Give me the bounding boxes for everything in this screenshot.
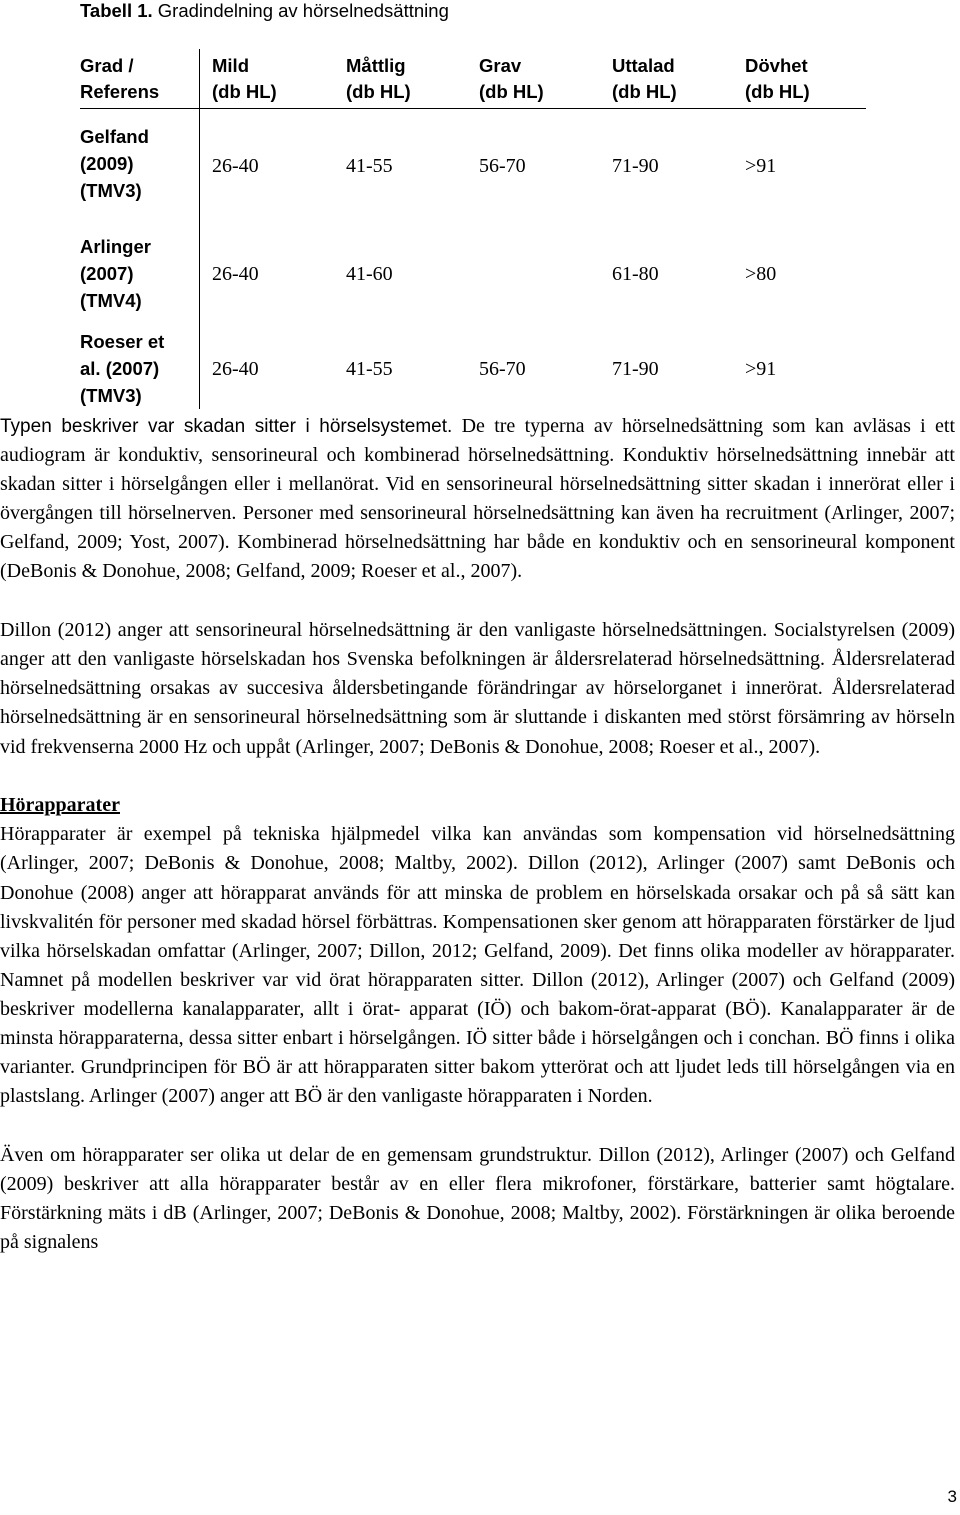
table-cell: 56-70 [479,155,526,177]
column-header-uttalad [612,53,677,105]
table-cell: >80 [745,263,777,285]
corner-header-line2: Referens [80,81,160,102]
column-header-dovhet [745,53,810,105]
column-header-unit: (db HL) [346,81,411,102]
column-header-unit: (db HL) [479,81,544,102]
column-header-label: Uttalad [612,55,675,76]
column-header-mild [212,53,277,105]
paragraph-hearing-aid-structure: Även om hörapparater ser olika ut delar de en gemensam grundstruktur. Dillon (2012), Arlinger (2007) och Gelfand (2009) beskriver att alla hörapparater består av en eller flera mikrofoner, förstärkare, batterier samt högtalare. Förstärkning mäts i dB (Arlinger, 2007; DeBonis & Donohue, 2008; Maltby, 2002). Förstärkningen är olika beroende på signalens [0,1143,955,1254]
reference-line: Roeser et [80,331,165,352]
paragraph-segment: Vid en sensorineural hörselnedsättning sitter skadan i innerörat eller i övergången till hörselnerven. Personer med sensorineural hörselnedsättning kan även ha recruitment (Arlinger, 2007; Gelfand, 2009; Yost, 2007). Kombinerad hörselnedsättning har både en konduktiv och en sensorineural komponent (DeBonis & Donohue, 2008; Gelfand, 2009; Roeser et al., 2007). [0,473,955,583]
table-caption-title: Gradindelning av hörselnedsättning [152,0,449,21]
table-cell: 41-60 [346,263,393,285]
table-cell: 26-40 [212,263,259,285]
row-reference-gelfand [80,123,149,204]
column-header-mattlig [346,53,411,105]
table-cell: 71-90 [612,358,659,380]
table-cell: >91 [745,155,777,177]
reference-line: (TMV4) [80,290,142,311]
table-cell: 41-55 [346,155,393,177]
column-header-unit: (db HL) [612,81,677,102]
reference-line: Arlinger [80,236,151,257]
column-header-label: Mild [212,55,249,76]
paragraph-hearing-aids: Hörapparater är exempel på tekniska hjälpmedel vilka kan användas som kompensation vid hörselnedsättning (Arlinger, 2007; DeBonis & Donohue, 2008; Maltby, 2002). Dillon (2012), Arlinger (2007) samt DeBonis och Donohue (2008) anger att hörapparat används för att minska de problem en hörselskada orsakar och på så sätt kan livskvalitén för personer med skadad hörsel förbättras. Kompensationen sker genom att hörapparaten förstärker de ljud vilka hörselskadan omfattar (Arlinger, 2007; Dillon, 2012; Gelfand, 2009). Det finns olika modeller av hörapparater. Namnet på modellen beskriver var vid örat hörapparaten sitter. Dillon (2012), Arlinger (2007) och Gelfand (2009) beskriver modellerna kanalapparater, allt i örat- apparat (IÖ) och bakom-örat-apparat (BÖ). Kanalapparater är de minsta hörapparaterna, dessa sitter enbart i hörselgången. IÖ sitter både i hörselgången och i conchan. BÖ finns i olika varianter. Grundprincipen för BÖ är att hörapparaten sitter bakom ytterörat och att ljudet leds till hörselgången via en plastslang. Arlinger (2007) anger att BÖ är den vanligaste hörapparaten i Norden. [0,823,955,1108]
table-cell: 26-40 [212,358,259,380]
section-heading-horapparater: Hörapparater [0,794,120,817]
table-cell: 41-55 [346,358,393,380]
table-cell: 56-70 [479,358,526,380]
reference-line: (2009) [80,153,134,174]
corner-header [80,53,159,105]
column-header-grav [479,53,544,105]
reference-line: (TMV3) [80,385,142,406]
corner-header-line1: Grad / [80,55,134,76]
table-vertical-rule [199,49,200,409]
table-header-rule [80,108,866,109]
column-header-unit: (db HL) [212,81,277,102]
table-caption-label: Tabell 1. [80,0,153,21]
table-cell: >91 [745,358,777,380]
table-cell: 61-80 [612,263,659,285]
body-text [0,412,955,1287]
table-cell: 71-90 [612,155,659,177]
paragraph-age-related-loss: Dillon (2012) anger att sensorineural hörselnedsättning är den vanligaste hörselnedsättningen. Socialstyrelsen (2009) anger att den vanligaste hörselskadan hos Svenska befolkningen är åldersrelaterad hörselnedsättning. Åldersrelaterad hörselnedsättning orsakas av succesiva åldersbetingande förändringar av hörselorganet i innerörat. Åldersrelaterad hörselnedsättning är en sensorineural hörselnedsättning som är sluttande i diskanten med störst försämring av hörseln vid frekvenserna 2000 Hz och uppåt (Arlinger, 2007; DeBonis & Donohue, 2008; Roeser et al., 2007). [0,619,955,758]
column-header-label: Grav [479,55,522,76]
hearing-loss-grade-table [0,0,960,420]
reference-line: (TMV3) [80,180,142,201]
table-cell: 26-40 [212,155,259,177]
page-number: 3 [947,1487,957,1506]
reference-line: (2007) [80,263,134,284]
paragraph-segment: Typen beskriver var skadan sitter i hörselsystemet. [0,416,453,437]
column-header-unit: (db HL) [745,81,810,102]
paragraph-hearing-loss-types [0,412,955,587]
column-header-label: Måttlig [346,55,406,76]
reference-line: al. (2007) [80,358,160,379]
row-reference-arlinger [80,233,151,314]
paragraph-segment: De tre typerna av hörselnedsättning som kan avläsas i ett audiogram är konduktiv, sensorineural och kombinerad hörselnedsättning. Konduktiv hörselnedsättning innebär att skadan sitter i hörselgången eller i mellanörat. [0,415,955,496]
column-header-label: Dövhet [745,55,808,76]
reference-line: Gelfand [80,126,149,147]
row-reference-roeser [80,328,164,409]
